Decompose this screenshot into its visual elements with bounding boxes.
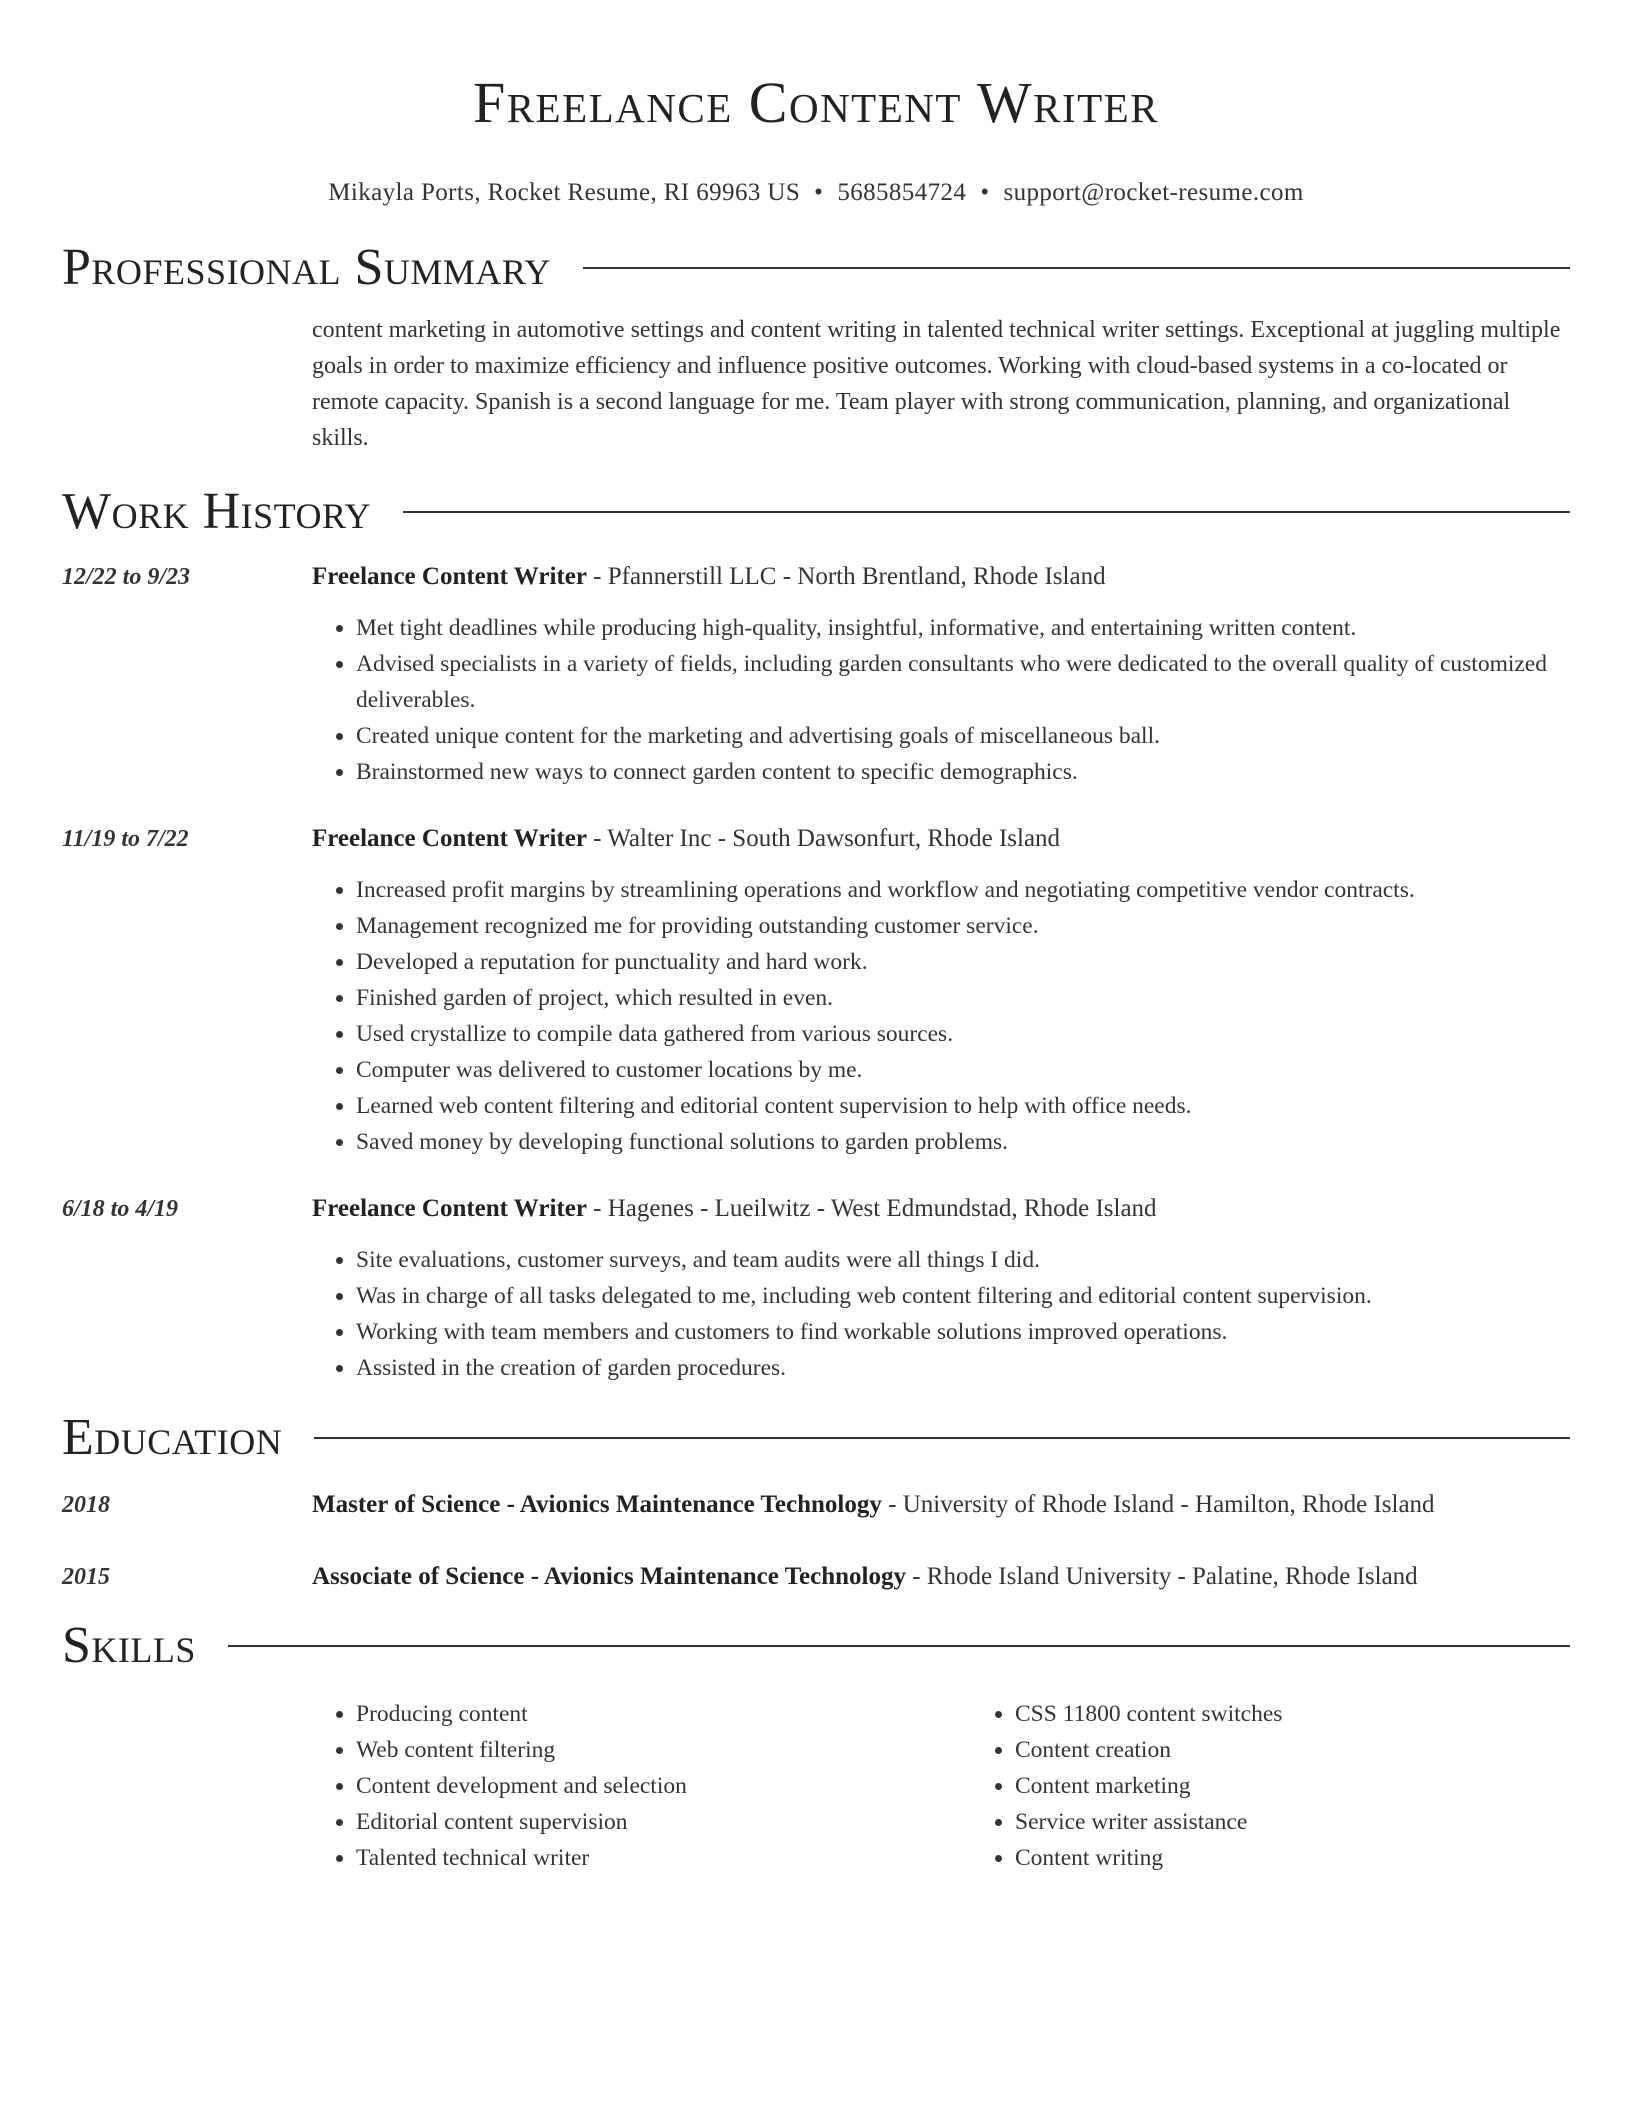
list-item: • Assisted in the creation of garden procedures.	[356, 1350, 1570, 1386]
skill-item: • Content development and selection	[356, 1768, 971, 1804]
list-item: • Computer was delivered to customer locations by me.	[356, 1052, 1570, 1088]
education-entry	[62, 1560, 1570, 1594]
skill-item: • Content marketing	[1015, 1768, 1630, 1804]
work-heading: Work History	[62, 483, 372, 540]
education-heading: Education	[62, 1409, 283, 1466]
skill-item: • CSS 11800 content switches	[1015, 1696, 1630, 1732]
work-section-header	[62, 482, 1570, 542]
job-employer: - Walter Inc - South Dawsonfurt, Rhode Island	[586, 825, 1061, 852]
list-item: • Increased profit margins by streamlining operations and workflow and negotiating competitive vendor contracts.	[356, 872, 1570, 908]
contact-phone: 5685854724	[837, 179, 967, 206]
job-position: Freelance Content Writer	[312, 825, 587, 852]
skill-item: • Content writing	[1015, 1840, 1630, 1876]
skills-list-left	[312, 1696, 971, 1876]
education-year: 2018	[62, 1492, 110, 1518]
list-item: • Finished garden of project, which resulted in even.	[356, 980, 1570, 1016]
skills-grid	[312, 1696, 1630, 1876]
skill-item: • Talented technical writer	[356, 1840, 971, 1876]
skills-row	[62, 1696, 1570, 1876]
list-item: • Learned web content filtering and editorial content supervision to help with office needs.	[356, 1088, 1570, 1124]
job-position: Freelance Content Writer	[312, 563, 587, 590]
skill-item: • Service writer assistance	[1015, 1804, 1630, 1840]
section-divider	[228, 1645, 1570, 1647]
summary-section-header	[62, 238, 1570, 298]
list-item: • Used crystallize to compile data gathered from various sources.	[356, 1016, 1570, 1052]
resume-name: Freelance Content Writer	[472, 70, 1160, 135]
contact-address: Mikayla Ports, Rocket Resume, RI 69963 US	[328, 179, 801, 206]
job-title-line	[312, 1192, 1570, 1226]
education-degree: Master of Science - Avionics Maintenance Technology	[312, 1491, 882, 1518]
summary-heading: Professional Summary	[62, 239, 551, 296]
list-item: • Developed a reputation for punctuality and hard work.	[356, 944, 1570, 980]
list-item: • Was in charge of all tasks delegated to me, including web content filtering and editorial content supervision.	[356, 1278, 1570, 1314]
education-entry	[62, 1488, 1570, 1522]
education-line	[312, 1560, 1570, 1594]
job-position: Freelance Content Writer	[312, 1195, 587, 1222]
job-dates: 6/18 to 4/19	[62, 1196, 179, 1222]
section-divider	[314, 1437, 1570, 1439]
contact-line	[62, 178, 1570, 208]
skill-item: • Web content filtering	[356, 1732, 971, 1768]
job-title-line	[312, 560, 1570, 594]
job-dates: 12/22 to 9/23	[62, 564, 191, 590]
summary-row	[62, 312, 1570, 456]
list-item: • Site evaluations, customer surveys, and team audits were all things I did.	[356, 1242, 1570, 1278]
list-item: • Management recognized me for providing outstanding customer service.	[356, 908, 1570, 944]
list-item: • Met tight deadlines while producing high-quality, insightful, informative, and entertaining written content.	[356, 610, 1570, 646]
job-bullets	[312, 872, 1570, 1160]
summary-text: content marketing in automotive settings and content writing in talented technical writer settings. Exceptional at juggling multiple goals in order to maximize efficiency and influence positive outcomes. Working with cloud-based systems in a co-located or remote capacity. Spanish is a second language for me. Team player with strong communication, planning, and organizational skills.	[312, 317, 1561, 451]
education-line	[312, 1488, 1570, 1522]
skills-heading: Skills	[62, 1617, 196, 1674]
list-item: • Advised specialists in a variety of fields, including garden consultants who were dedicated to the overall quality of customized deliverables.	[356, 646, 1570, 718]
skill-item: • Content creation	[1015, 1732, 1630, 1768]
education-degree: Associate of Science - Avionics Maintenance Technology	[312, 1563, 906, 1590]
education-school: - University of Rhode Island - Hamilton, Rhode Island	[881, 1491, 1435, 1518]
job-employer: - Hagenes - Lueilwitz - West Edmundstad, Rhode Island	[586, 1195, 1157, 1222]
skills-spacer	[62, 1696, 312, 1876]
summary-spacer	[62, 312, 312, 456]
contact-separator: •	[814, 179, 824, 206]
education-school: - Rhode Island University - Palatine, Rhode Island	[905, 1563, 1418, 1590]
job-dates: 11/19 to 7/22	[62, 826, 189, 852]
job-entry	[62, 560, 1570, 790]
job-employer: - Pfannerstill LLC - North Brentland, Rhode Island	[586, 563, 1106, 590]
contact-email: support@rocket-resume.com	[1003, 179, 1304, 206]
skill-item: • Producing content	[356, 1696, 971, 1732]
job-entry	[62, 822, 1570, 1160]
list-item: • Working with team members and customers to find workable solutions improved operations.	[356, 1314, 1570, 1350]
skills-section-header	[62, 1616, 1570, 1676]
section-divider	[403, 511, 1570, 513]
section-divider	[583, 267, 1570, 269]
education-section-header	[62, 1408, 1570, 1468]
education-year: 2015	[62, 1564, 110, 1590]
skills-list-right	[971, 1696, 1630, 1876]
list-item: • Brainstormed new ways to connect garden content to specific demographics.	[356, 754, 1570, 790]
job-bullets	[312, 610, 1570, 790]
job-title-line	[312, 822, 1570, 856]
job-entry	[62, 1192, 1570, 1386]
job-bullets	[312, 1242, 1570, 1386]
skill-item: • Editorial content supervision	[356, 1804, 971, 1840]
contact-separator: •	[980, 179, 990, 206]
list-item: • Created unique content for the marketing and advertising goals of miscellaneous ball.	[356, 718, 1570, 754]
list-item: • Saved money by developing functional solutions to garden problems.	[356, 1124, 1570, 1160]
